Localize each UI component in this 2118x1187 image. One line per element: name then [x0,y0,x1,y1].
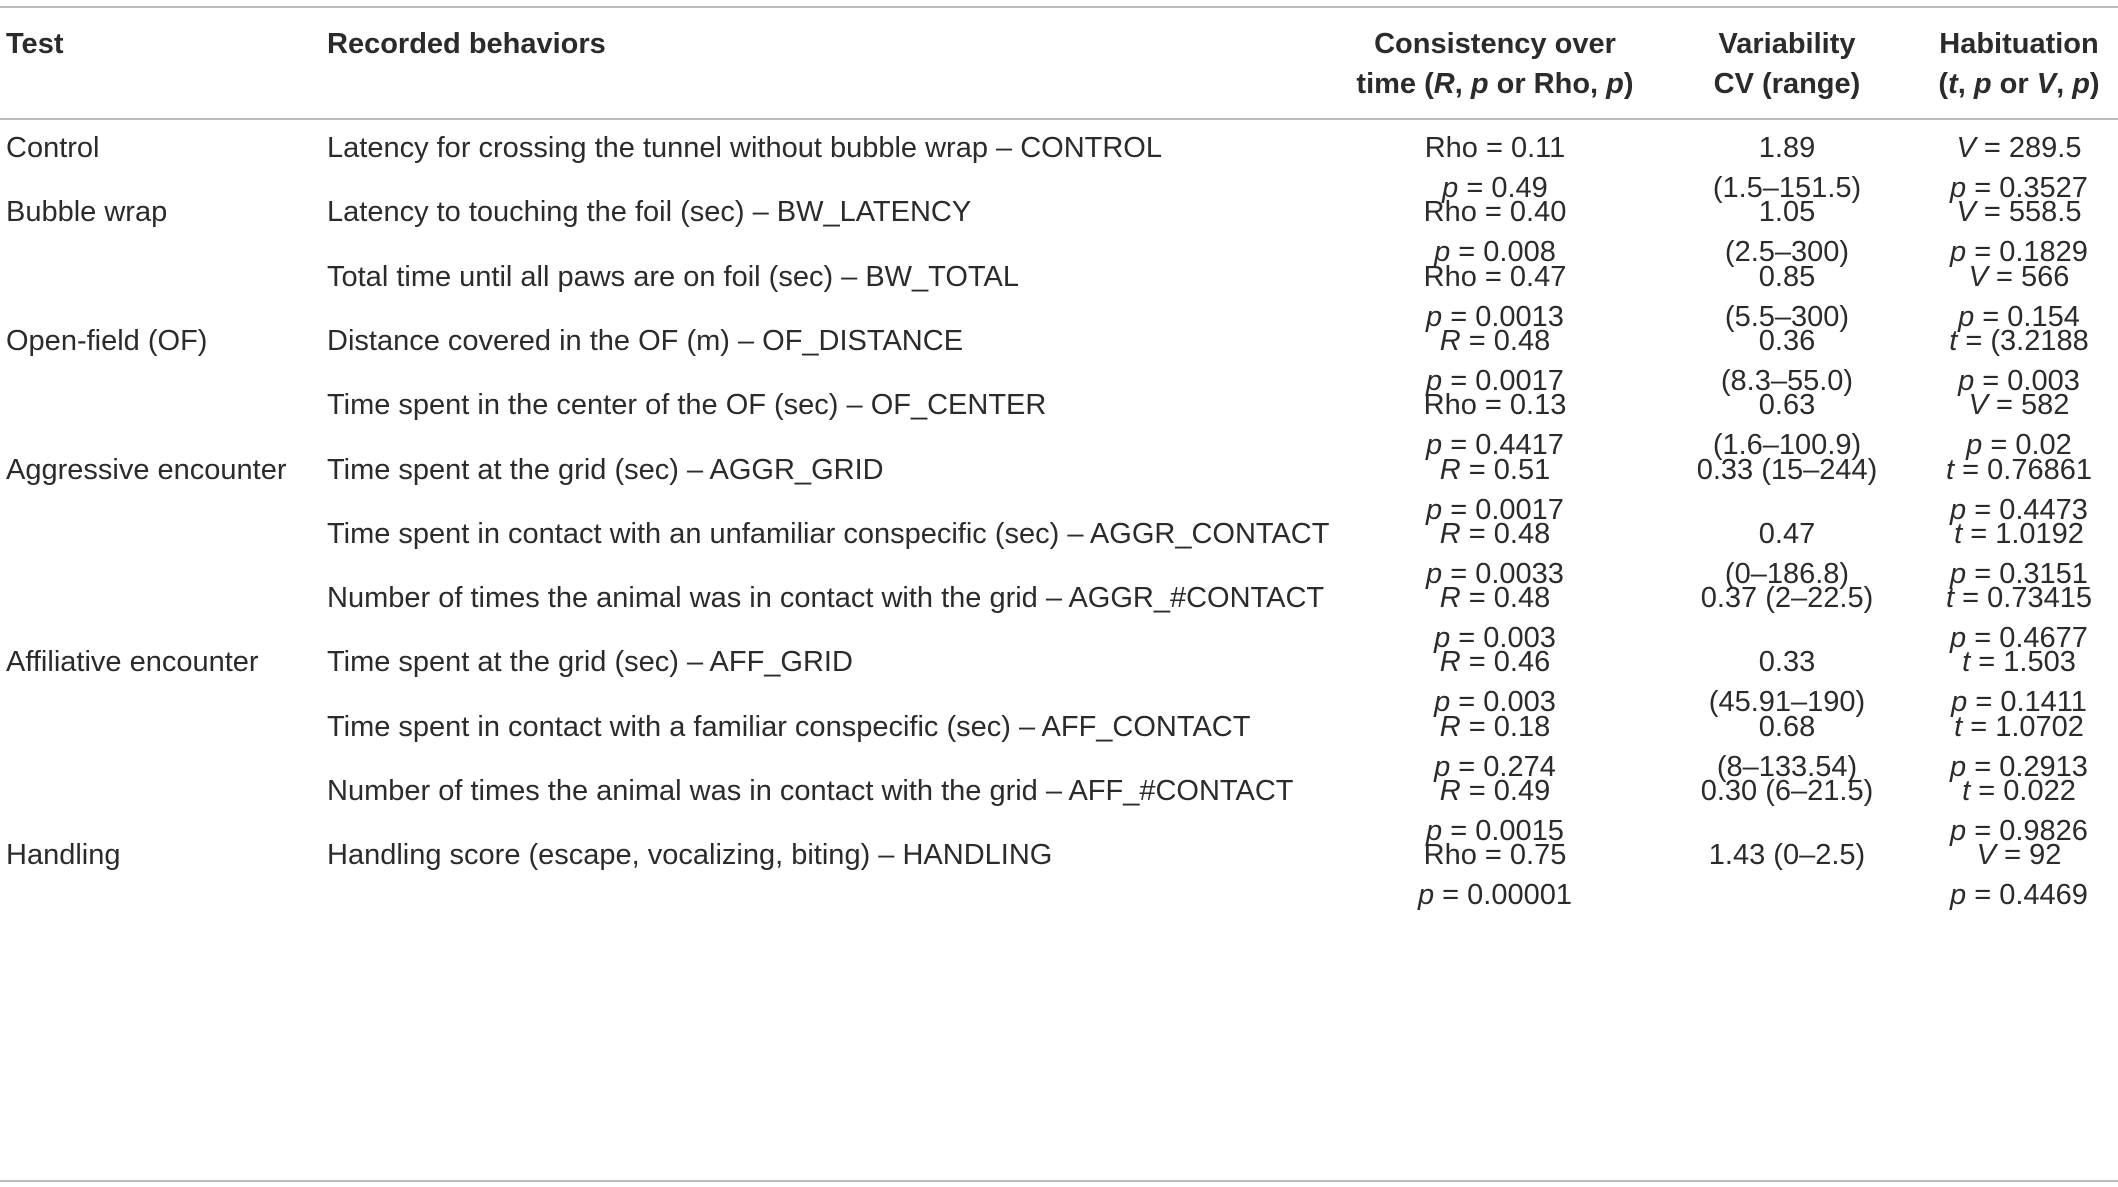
header-consistency-line1: Consistency over [1374,28,1616,60]
cell-variability: 0.37 (2–22.5) [1700,582,1874,615]
cell-consistency: R = 0.48 p = 0.003 [1434,582,1556,655]
header-variability [1662,24,1912,104]
cell-behavior: Time spent at the grid (sec) – AFF_GRID [327,646,853,679]
cell-test: Affiliative encounter [6,646,259,679]
table-row [0,827,2118,914]
cell-behavior: Distance covered in the OF (m) – OF_DISTANCE [327,324,964,357]
cell-habituation: V = 289.5 p = 0.3527 [1950,132,2088,204]
cell-consistency: R = 0.49 p = 0.0015 [1426,775,1564,847]
table-header [0,8,2118,120]
cell-test: Handling [6,839,121,872]
cell-variability: 1.43 (0–2.5) [1708,839,1866,872]
cell-habituation: t = 1.0702 p = 0.2913 [1950,710,2088,783]
cell-variability: 1.05 (2.5–300) [1724,196,1850,269]
cell-behavior: Number of times the animal was in contact with the grid – AFF_#CONTACT [327,775,1294,807]
cell-consistency: Rho = 0.75 p = 0.00001 [1417,839,1573,912]
cell-variability: 0.85 (5.5–300) [1724,260,1850,333]
cell-consistency: Rho = 0.47 p = 0.0013 [1423,260,1567,333]
header-behaviors: Recorded behaviors [327,28,606,60]
cell-variability: 0.68 (8–133.54) [1716,710,1858,783]
cell-consistency: R = 0.51 p = 0.0017 [1426,453,1564,526]
cell-habituation: t = 1.0192 p = 0.3151 [1950,517,2088,590]
header-test: Test [6,28,64,60]
cell-habituation: t = 0.022 p = 0.9826 [1950,775,2088,847]
cell-test: Aggressive encounter [6,453,287,486]
header-habituation-line2: (t, p or V, p) [1938,68,2100,100]
header-consistency-line2: time (R, p or Rho, p) [1356,68,1634,100]
cell-consistency: R = 0.48 p = 0.0017 [1426,324,1564,397]
cell-consistency: Rho = 0.13 p = 0.4417 [1423,389,1567,462]
cell-habituation: V = 582 p = 0.02 [1966,389,2072,462]
cell-variability: 0.33 (45.91–190) [1708,646,1866,719]
cell-habituation: t = 0.76861 p = 0.4473 [1946,453,2092,526]
cell-habituation: V = 558.5 p = 0.1829 [1950,196,2088,269]
cell-test: Control [6,132,100,164]
header-variability-line1: Variability [1718,28,1856,60]
cell-variability: 0.47 (0–186.8) [1724,517,1850,590]
cell-variability: 0.63 (1.6–100.9) [1712,389,1862,462]
cell-test: Open-field (OF) [6,324,208,357]
cell-test: Bubble wrap [6,196,168,229]
cell-consistency: Rho = 0.40 p = 0.008 [1423,196,1567,269]
cell-behavior: Latency to touching the foil (sec) – BW_LATENCY [327,196,972,229]
cell-variability: 1.89 (1.5–151.5) [1712,132,1862,204]
header-variability-line2: CV (range) [1713,68,1861,100]
cell-behavior: Number of times the animal was in contact with the grid – AGGR_#CONTACT [327,582,1325,615]
cell-habituation: V = 566 p = 0.154 [1958,260,2080,333]
header-habituation [1920,24,2118,104]
cell-consistency: R = 0.46 p = 0.003 [1434,646,1556,719]
cell-consistency: R = 0.18 p = 0.274 [1434,710,1556,783]
cell-behavior: Time spent in contact with a familiar conspecific (sec) – AFF_CONTACT [327,710,1251,743]
cell-consistency: R = 0.48 p = 0.0033 [1426,517,1564,590]
cell-variability: 0.33 (15–244) [1696,453,1878,486]
header-habituation-line1: Habituation [1939,28,2099,60]
header-consistency [1340,24,1650,104]
results-table [0,6,2118,1182]
cell-behavior: Time spent at the grid (sec) – AGGR_GRID [327,453,884,486]
cell-variability: 0.36 (8.3–55.0) [1720,324,1854,397]
cell-habituation: t = (3.2188 p = 0.003 [1949,324,2089,397]
cell-behavior: Time spent in contact with an unfamiliar conspecific (sec) – AGGR_CONTACT [327,517,1330,550]
cell-habituation: t = 0.73415 p = 0.4677 [1946,582,2092,655]
cell-consistency: Rho = 0.11 p = 0.49 [1424,132,1566,204]
cell-behavior: Total time until all paws are on foil (sec) – BW_TOTAL [327,260,1019,293]
cell-behavior: Handling score (escape, vocalizing, biting) – HANDLING [327,839,1053,872]
cell-variability: 0.30 (6–21.5) [1700,775,1874,807]
cell-habituation: t = 1.503 p = 0.1411 [1951,646,2087,719]
cell-habituation: V = 92 p = 0.4469 [1950,839,2088,912]
cell-behavior: Latency for crossing the tunnel without bubble wrap – CONTROL [327,132,1162,164]
cell-behavior: Time spent in the center of the OF (sec) – OF_CENTER [327,389,1047,422]
table-body [0,120,2118,1180]
